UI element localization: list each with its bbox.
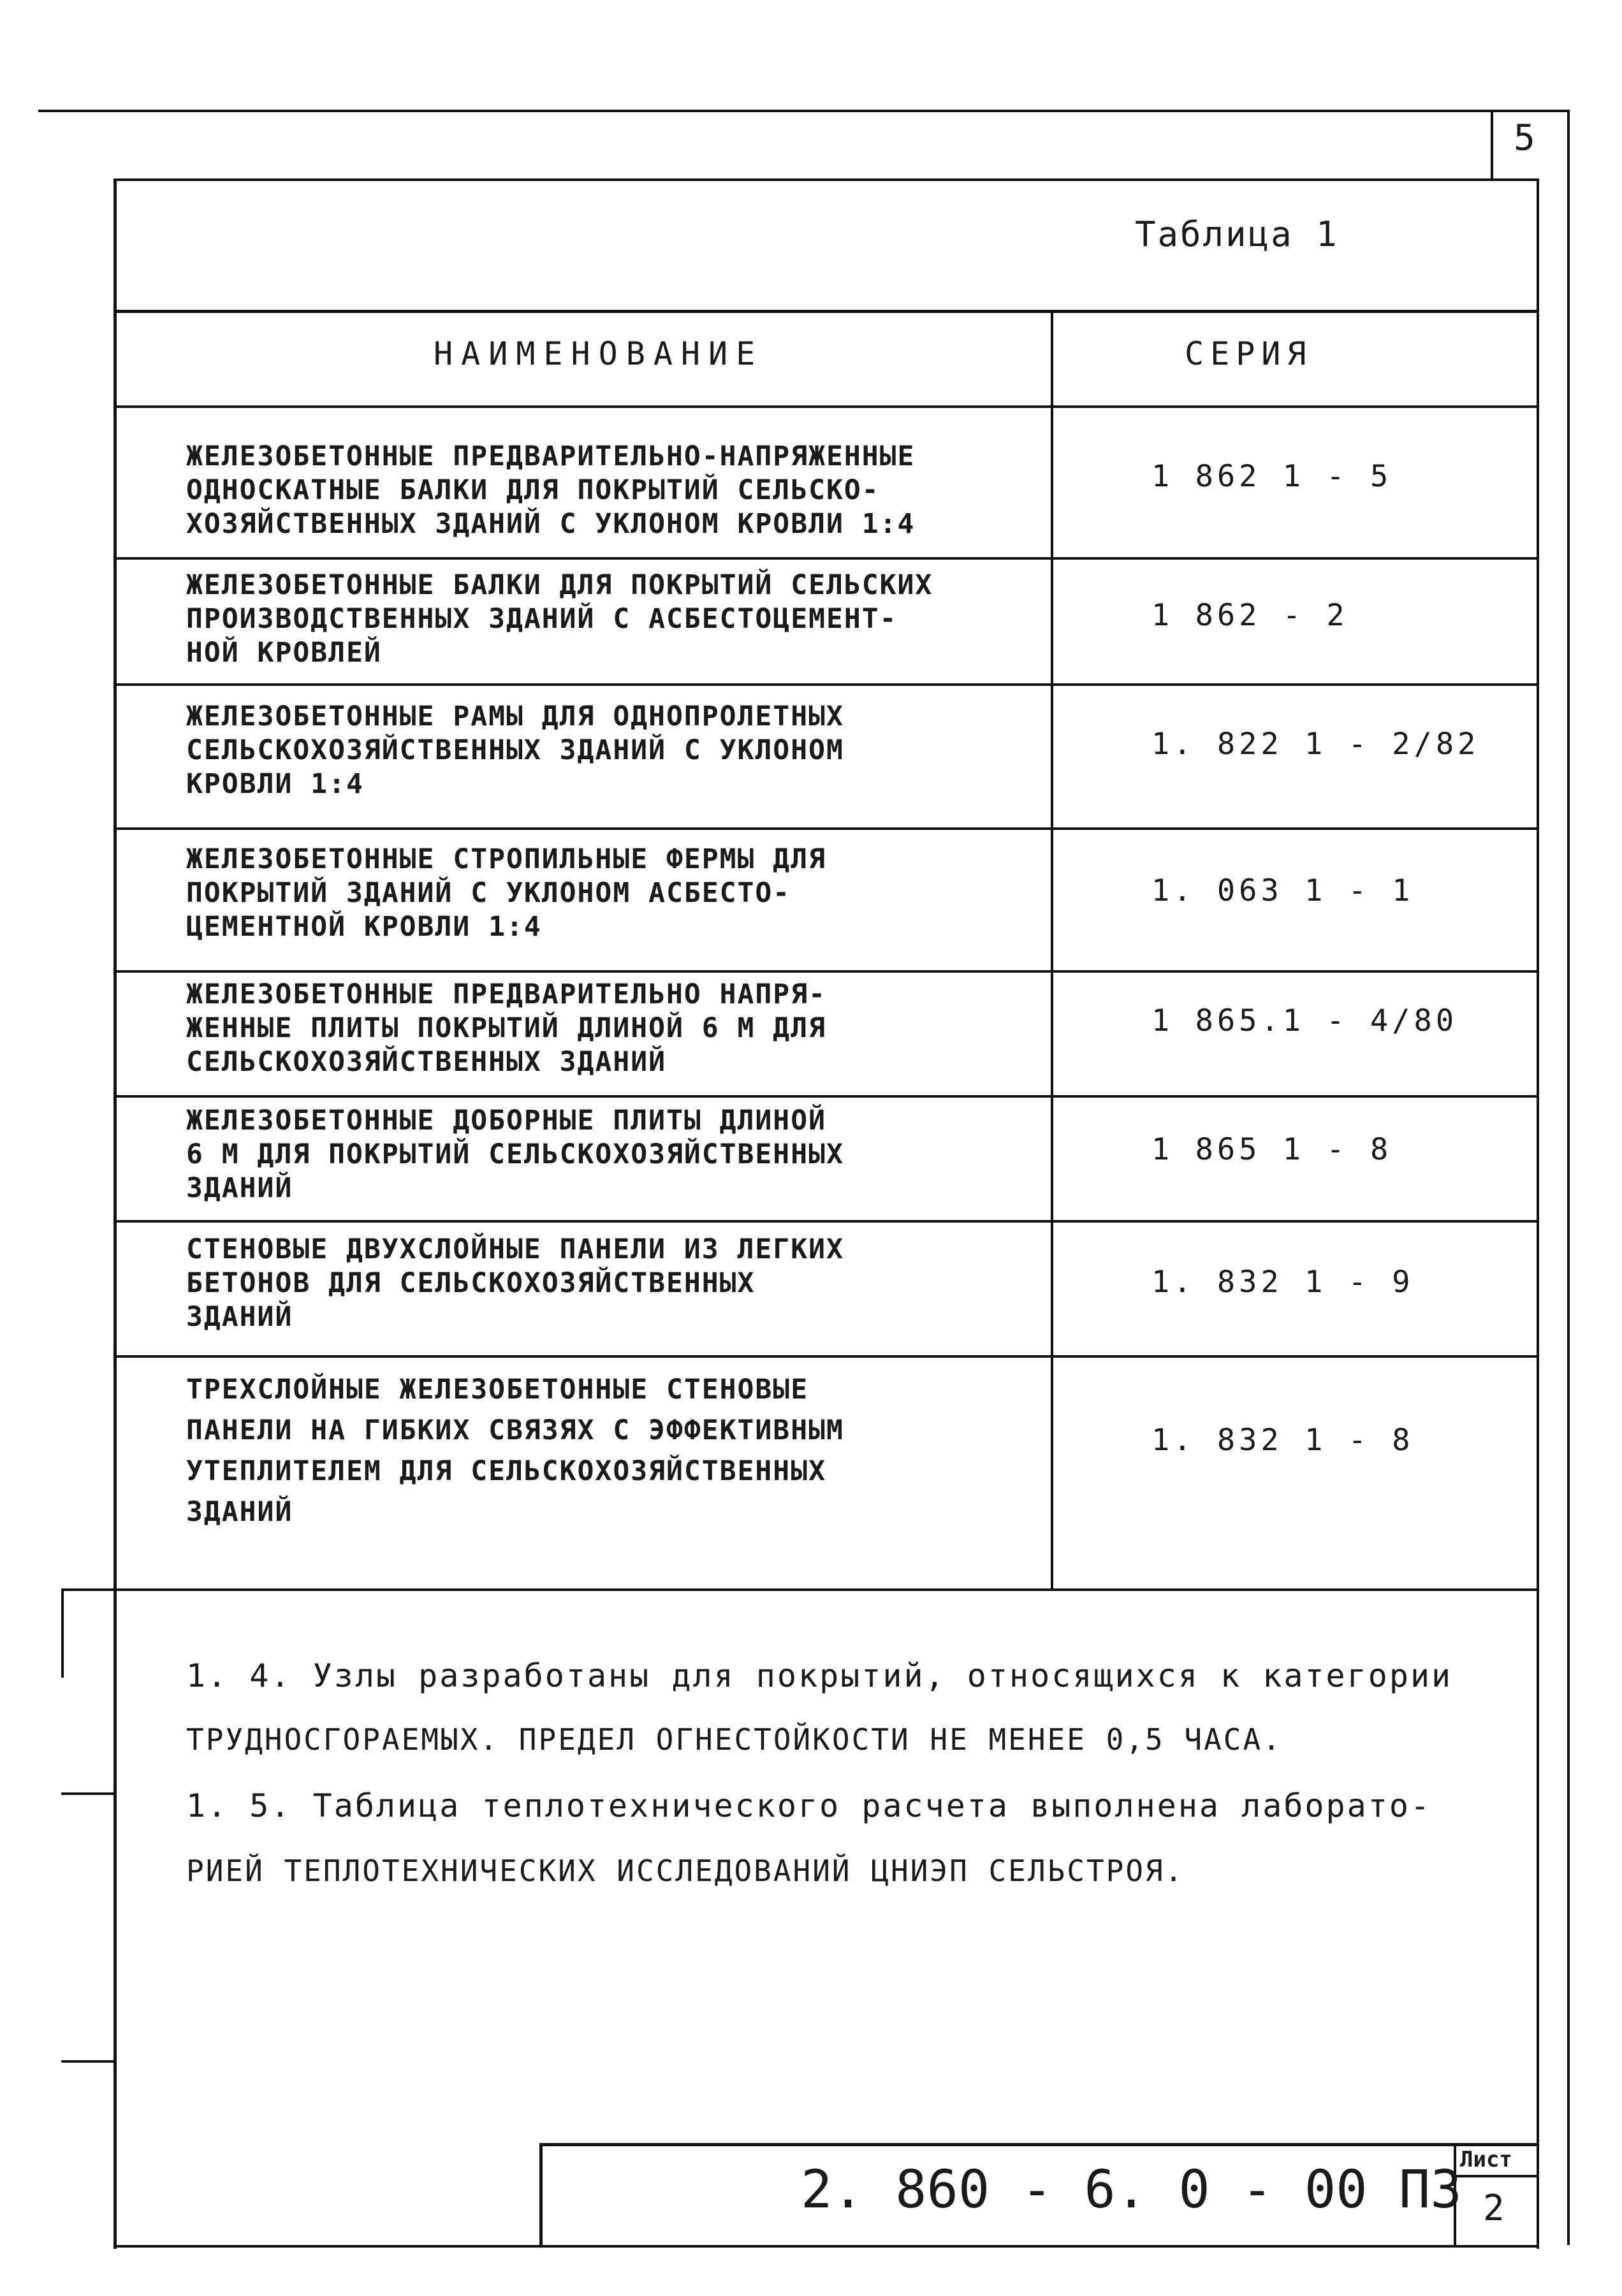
page-number: 5 bbox=[1514, 117, 1535, 159]
row-line-6 bbox=[113, 1220, 1539, 1223]
frame-right bbox=[1537, 178, 1539, 2249]
row-1-series: 1 862 1 - 5 bbox=[1151, 459, 1392, 494]
row-4-name-line-2: ПОКРЫТИЙ ЗДАНИЙ С УКЛОНОМ АСБЕСТО- bbox=[186, 877, 791, 909]
table-row bbox=[186, 1104, 844, 1205]
row-4-name-line-3: ЦЕМЕНТНОЙ КРОВЛИ 1:4 bbox=[186, 911, 542, 943]
stamp-top bbox=[539, 2143, 1539, 2146]
row-1-name-line-2: ОДНОСКАТНЫЕ БАЛКИ ДЛЯ ПОКРЫТИЙ СЕЛЬСКО- bbox=[186, 474, 880, 506]
row-3-series: 1. 822 1 - 2/82 bbox=[1151, 727, 1480, 762]
note-1-line-2: ТРУДНОСГОРАЕМЫХ. ПРЕДЕЛ ОГНЕСТОЙКОСТИ НЕ МЕНЕЕ 0,5 ЧАСА. bbox=[186, 1722, 1282, 1757]
row-6-name-line-1: ЖЕЛЕЗОБЕТОННЫЕ ДОБОРНЫЕ ПЛИТЫ ДЛИНОЙ bbox=[186, 1105, 826, 1137]
row-line-3 bbox=[113, 827, 1539, 830]
row-2-series: 1 862 - 2 bbox=[1151, 598, 1348, 633]
header-series: СЕРИЯ bbox=[1185, 335, 1313, 372]
row-7-series: 1. 832 1 - 9 bbox=[1151, 1265, 1414, 1300]
header-name: НАИМЕНОВАНИЕ bbox=[434, 335, 764, 372]
row-8-name-line-2: ПАНЕЛИ НА ГИБКИХ СВЯЗЯХ С ЭФФЕКТИВНЫМ bbox=[186, 1414, 844, 1446]
row-1-name-line-1: ЖЕЛЕЗОБЕТОННЫЕ ПРЕДВАРИТЕЛЬНО-НАПРЯЖЕННЫЕ bbox=[186, 440, 916, 472]
row-8-name-line-4: ЗДАНИЙ bbox=[186, 1496, 293, 1528]
row-line-2 bbox=[113, 683, 1539, 686]
row-6-name-line-3: ЗДАНИЙ bbox=[186, 1172, 293, 1204]
table-column-divider bbox=[1051, 310, 1053, 1591]
table-row bbox=[186, 440, 915, 541]
table-bottom-line bbox=[113, 1588, 1539, 1591]
margin-tick-2 bbox=[61, 1792, 116, 1795]
row-7-name-line-3: ЗДАНИЙ bbox=[186, 1301, 293, 1333]
row-line-7 bbox=[113, 1355, 1539, 1358]
row-8-name-line-3: УТЕПЛИТЕЛЕМ ДЛЯ СЕЛЬСКОХОЗЯЙСТВЕННЫХ bbox=[186, 1455, 826, 1487]
frame-left bbox=[113, 178, 117, 2249]
row-7-name-line-2: БЕТОНОВ ДЛЯ СЕЛЬСКОХОЗЯЙСТВЕННЫХ bbox=[186, 1267, 756, 1299]
row-6-series: 1 865 1 - 8 bbox=[1151, 1132, 1392, 1167]
row-8-series: 1. 832 1 - 8 bbox=[1151, 1423, 1414, 1458]
margin-tick-3 bbox=[61, 2060, 116, 2063]
margin-tick-vertical bbox=[61, 1588, 64, 1678]
margin-tick-1 bbox=[61, 1588, 116, 1591]
row-3-name-line-3: КРОВЛИ 1:4 bbox=[186, 768, 364, 800]
row-line-5 bbox=[113, 1095, 1539, 1098]
row-line-1 bbox=[113, 557, 1539, 560]
page-number-box-right bbox=[1567, 110, 1570, 2245]
row-7-name-line-1: СТЕНОВЫЕ ДВУХСЛОЙНЫЕ ПАНЕЛИ ИЗ ЛЕГКИХ bbox=[186, 1233, 844, 1265]
row-4-name-line-1: ЖЕЛЕЗОБЕТОННЫЕ СТРОПИЛЬНЫЕ ФЕРМЫ ДЛЯ bbox=[186, 843, 826, 875]
row-2-name-line-1: ЖЕЛЕЗОБЕТОННЫЕ БАЛКИ ДЛЯ ПОКРЫТИЙ СЕЛЬСКИХ bbox=[186, 569, 933, 601]
table-title: Таблица 1 bbox=[1135, 214, 1339, 254]
row-4-series: 1. 063 1 - 1 bbox=[1151, 873, 1414, 908]
row-2-name-line-2: ПРОИЗВОДСТВЕННЫХ ЗДАНИЙ С АСБЕСТОЦЕМЕНТ- bbox=[186, 603, 898, 635]
row-3-name-line-1: ЖЕЛЕЗОБЕТОННЫЕ РАМЫ ДЛЯ ОДНОПРОЛЕТНЫХ bbox=[186, 701, 844, 732]
row-8-name-line-1: ТРЕХСЛОЙНЫЕ ЖЕЛЕЗОБЕТОННЫЕ СТЕНОВЫЕ bbox=[186, 1374, 809, 1406]
frame-bottom bbox=[113, 2245, 1539, 2248]
stamp-left bbox=[539, 2143, 543, 2248]
header-bottom-line bbox=[113, 405, 1539, 408]
note-2-line-1: 1. 5. Таблица теплотехнического расчета выполнена лаборато- bbox=[186, 1787, 1432, 1824]
stamp-sheet-number: 2 bbox=[1483, 2188, 1505, 2229]
frame-top bbox=[113, 178, 1539, 181]
row-2-name-line-3: НОЙ КРОВЛЕЙ bbox=[186, 637, 382, 669]
stamp-sheet-label: Лист bbox=[1460, 2147, 1512, 2172]
note-1-line-1: 1. 4. Узлы разработаны для покрытий, относящихся к категории bbox=[186, 1657, 1453, 1694]
table-row bbox=[186, 1233, 844, 1334]
note-2-line-2: РИЕЙ ТЕПЛОТЕХНИЧЕСКИХ ИССЛЕДОВАНИЙ ЦНИЭП СЕЛЬСТРОЯ. bbox=[186, 1854, 1185, 1888]
stamp-document-code: 2. 860 - 6. 0 - 00 ПЗ bbox=[801, 2160, 1462, 2220]
row-line-4 bbox=[113, 970, 1539, 973]
table-top-line bbox=[113, 310, 1539, 313]
table-row bbox=[186, 1369, 844, 1532]
row-5-name-line-1: ЖЕЛЕЗОБЕТОННЫЕ ПРЕДВАРИТЕЛЬНО НАПРЯ- bbox=[186, 978, 826, 1010]
row-5-series: 1 865.1 - 4/80 bbox=[1151, 1003, 1458, 1038]
table-row bbox=[186, 978, 826, 1079]
page-number-box-left bbox=[1491, 110, 1493, 181]
table-row bbox=[186, 843, 826, 944]
row-6-name-line-2: 6 М ДЛЯ ПОКРЫТИЙ СЕЛЬСКОХОЗЯЙСТВЕННЫХ bbox=[186, 1138, 844, 1170]
row-5-name-line-3: СЕЛЬСКОХОЗЯЙСТВЕННЫХ ЗДАНИЙ bbox=[186, 1046, 666, 1078]
top-edge-line bbox=[38, 110, 1568, 112]
row-3-name-line-2: СЕЛЬСКОХОЗЯЙСТВЕННЫХ ЗДАНИЙ С УКЛОНОМ bbox=[186, 734, 844, 766]
table-row bbox=[186, 700, 844, 801]
row-1-name-line-3: ХОЗЯЙСТВЕННЫХ ЗДАНИЙ С УКЛОНОМ КРОВЛИ 1:4 bbox=[186, 508, 916, 540]
table-row bbox=[186, 569, 933, 670]
row-5-name-line-2: ЖЕННЫЕ ПЛИТЫ ПОКРЫТИЙ ДЛИНОЙ 6 М ДЛЯ bbox=[186, 1012, 826, 1044]
stamp-sheet-label-line bbox=[1454, 2175, 1539, 2177]
